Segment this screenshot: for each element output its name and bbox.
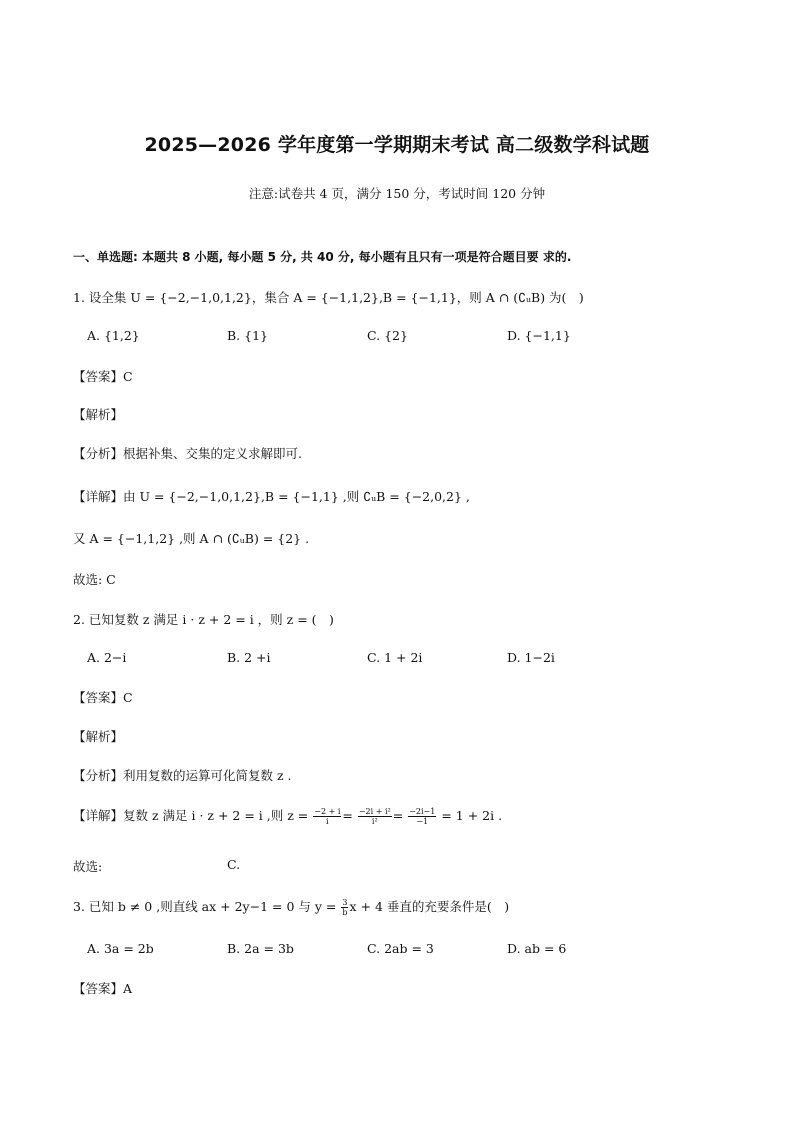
- exam-notice: 注意:试卷共 4 页，满分 150 分，考试时间 120 分钟: [248, 186, 546, 201]
- q2-fraction-1-denominator: i: [326, 817, 329, 826]
- page-title: 2025—2026 学年度第一学期期末考试 高二级数学科试题: [144, 134, 650, 156]
- q3-fraction-numerator: 3: [342, 898, 348, 907]
- q2-choice-label: 故选:: [73, 859, 103, 874]
- q1-option-b: B. {1}: [227, 328, 268, 343]
- q1-xiangjie-line2: 又 A = {−1,1,2} ,则 A ∩ (∁ᵤB) = {2} .: [73, 531, 310, 546]
- q2-stem: 2. 已知复数 z 满足 i · z + 2 = i ，则 z = ( ): [73, 612, 334, 627]
- q1-stem: 1. 设全集 U = {−2,−1,0,1,2}，集合 A = {−1,1,2},B = {−1,1}，则 A ∩ (∁ᵤB) 为( ): [73, 290, 584, 305]
- q2-fraction-2-denominator: i²: [371, 817, 378, 826]
- q2-fraction-1-numerator: −2 + i: [314, 807, 341, 816]
- q2-fenxi: 【分析】利用复数的运算可化简复数 z .: [73, 768, 292, 783]
- q3-stem-suffix: x + 4 垂直的充要条件是( ): [349, 899, 510, 914]
- q2-xiangjie-prefix: 【详解】复数 z 满足 i · z + 2 = i ,则 z =: [73, 808, 309, 823]
- q3-fraction: [341, 898, 348, 917]
- q1-xiangjie: 【详解】由 U = {−2,−1,0,1,2},B = {−1,1} ,则 ∁ᵤB = {−2,0,2} ,: [73, 489, 470, 504]
- q3-option-b: B. 2a = 3b: [227, 941, 294, 956]
- q2-answer: 【答案】C: [73, 690, 133, 705]
- q2-fraction-2: [358, 807, 392, 826]
- q2-option-d: D. 1−2i: [507, 650, 555, 665]
- q1-option-d: D. {−1,1}: [507, 328, 571, 343]
- q3-option-a: A. 3a = 2b: [87, 941, 154, 956]
- q2-fraction-3: [408, 807, 436, 826]
- q3-stem-prefix: 3. 已知 b ≠ 0 ,则直线 ax + 2y−1 = 0 与 y =: [73, 899, 337, 914]
- q2-option-a: A. 2−i: [87, 650, 127, 665]
- q1-option-a: A. {1,2}: [87, 328, 140, 343]
- q3-answer: 【答案】A: [73, 981, 133, 996]
- q3-fraction-denominator: b: [342, 908, 348, 917]
- q2-result: = 1 + 2i .: [441, 808, 503, 823]
- q2-choice-value: C.: [227, 857, 241, 872]
- q2-option-b: B. 2 +i: [227, 650, 271, 665]
- q2-option-c: C. 1 + 2i: [367, 650, 423, 665]
- q1-analysis-label: 【解析】: [73, 407, 124, 422]
- q1-fenxi: 【分析】根据补集、交集的定义求解即可.: [73, 446, 302, 461]
- q3-stem: [73, 897, 509, 917]
- q1-choice: 故选: C: [73, 572, 116, 587]
- q1-answer: 【答案】C: [73, 369, 133, 384]
- q1-option-c: C. {2}: [367, 328, 408, 343]
- q3-option-d: D. ab = 6: [507, 941, 567, 956]
- q2-fraction-2-numerator: −2i + i²: [358, 807, 391, 816]
- q3-option-c: C. 2ab = 3: [367, 941, 434, 956]
- q2-fraction-3-numerator: −2i−1: [409, 807, 436, 816]
- q2-fraction-1: [313, 807, 341, 826]
- q2-fraction-3-denominator: −1: [416, 817, 429, 826]
- section-header: 一、单选题: 本题共 8 小题, 每小题 5 分, 共 40 分, 每小题有且只有一项是符合题目要 求的.: [73, 250, 572, 264]
- q2-xiangjie: 【详解】复数 z 满足 i · z + 2 = i ,则 z = $\frac{-2 + i}{i}$ = $\frac{\text{−2i + i²}}{\text{i²}}$ = $\frac{-2i-1}{-1}$ = 1 + 2i .: [73, 807, 503, 826]
- q2-analysis-label: 【解析】: [73, 729, 124, 744]
